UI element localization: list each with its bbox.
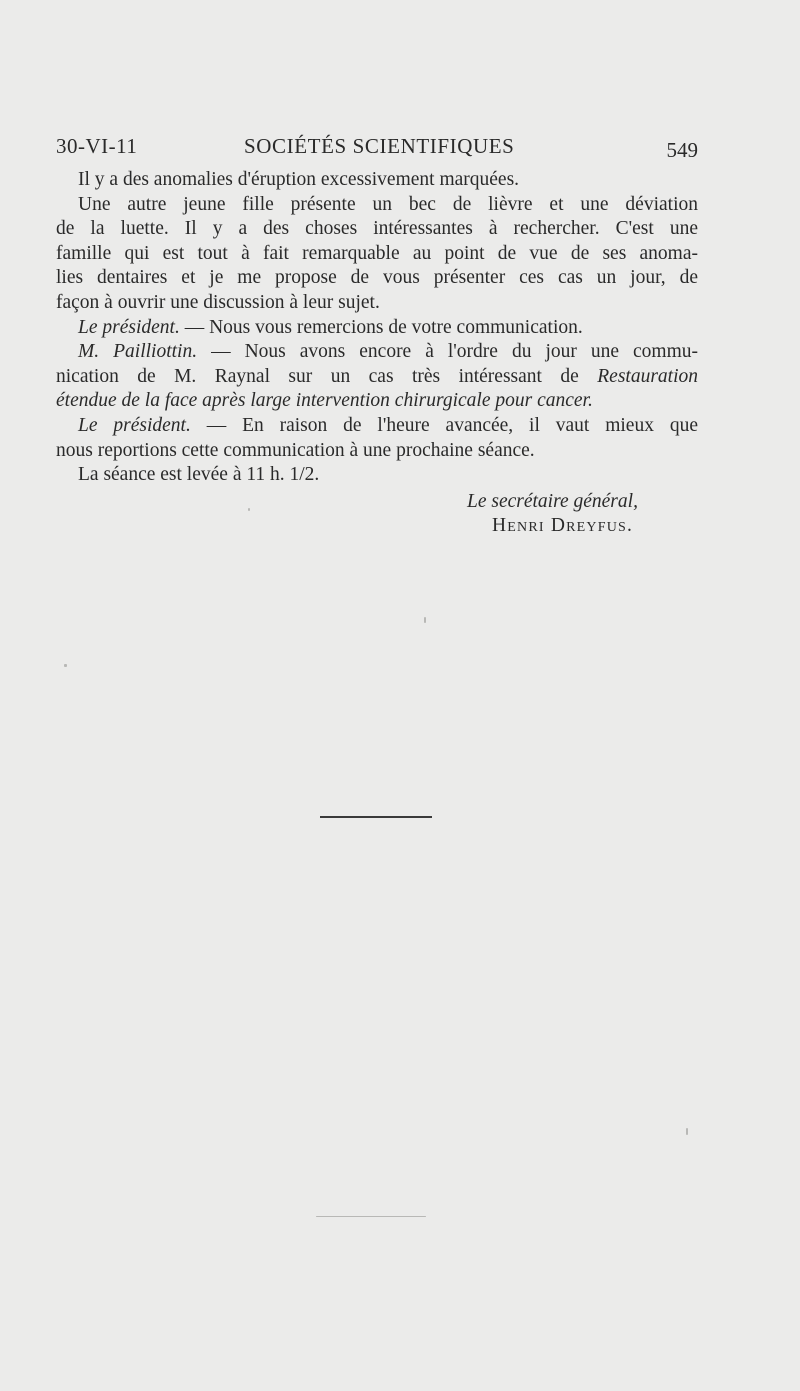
text-line: famille qui est tout à fait remarquable au point de vue de ses anoma- [56,242,698,264]
running-header [56,134,698,164]
header-date: 30-VI-11 [56,134,138,158]
paper-speck [686,1128,688,1135]
page-number: 549 [666,138,698,162]
text-line: Une autre jeune fille présente un bec de lièvre et une déviation [78,193,698,215]
paper-speck [248,508,250,511]
speaker-text: — En raison de l'heure avancée, il vaut mieux que [190,414,698,436]
text-line: nous reportions cette communication à une prochaine séance. [56,439,535,461]
signature-name: Henri Dreyfus. [492,515,634,536]
speaker-text: — Nous vous remercions de votre communication. [179,316,583,338]
signature-role: Le secrétaire général, [467,491,638,512]
president-remark-2 [56,414,698,439]
communication-title-cont: étendue de la face après large intervention chirurgicale pour cancer. [56,390,593,412]
speaker-name: Le président. [78,414,191,436]
speaker-text: — Nous avons encore à l'ordre du jour une commu- [197,341,698,363]
paper-speck [64,664,67,667]
pailliottin-line-2 [56,365,698,390]
speaker-name: Le président. [78,316,180,338]
section-divider [320,816,432,818]
speaker-name: M. Pailliottin. [78,341,198,363]
closing-line: La séance est levée à 11 h. 1/2. [78,464,320,486]
text-line: de la luette. Il y a des choses intéressantes à rechercher. C'est une [56,218,698,240]
text-line: lies dentaires et je me propose de vous présenter ces cas un jour, de [56,267,698,289]
pailliottin-line-1 [56,340,698,365]
speaker-text: nication de M. Raynal sur un cas très intéressant de [56,365,598,387]
communication-title: Restauration [597,365,698,387]
paper-speck [424,617,426,623]
paper-speck [316,1216,426,1217]
president-remark-1 [56,316,698,341]
text-line: façon à ouvrir une discussion à leur sujet. [56,291,380,313]
header-title: SOCIÉTÉS SCIENTIFIQUES [244,134,515,158]
body-text [56,168,698,488]
text-line: Il y a des anomalies d'éruption excessivement marquées. [78,169,520,190]
